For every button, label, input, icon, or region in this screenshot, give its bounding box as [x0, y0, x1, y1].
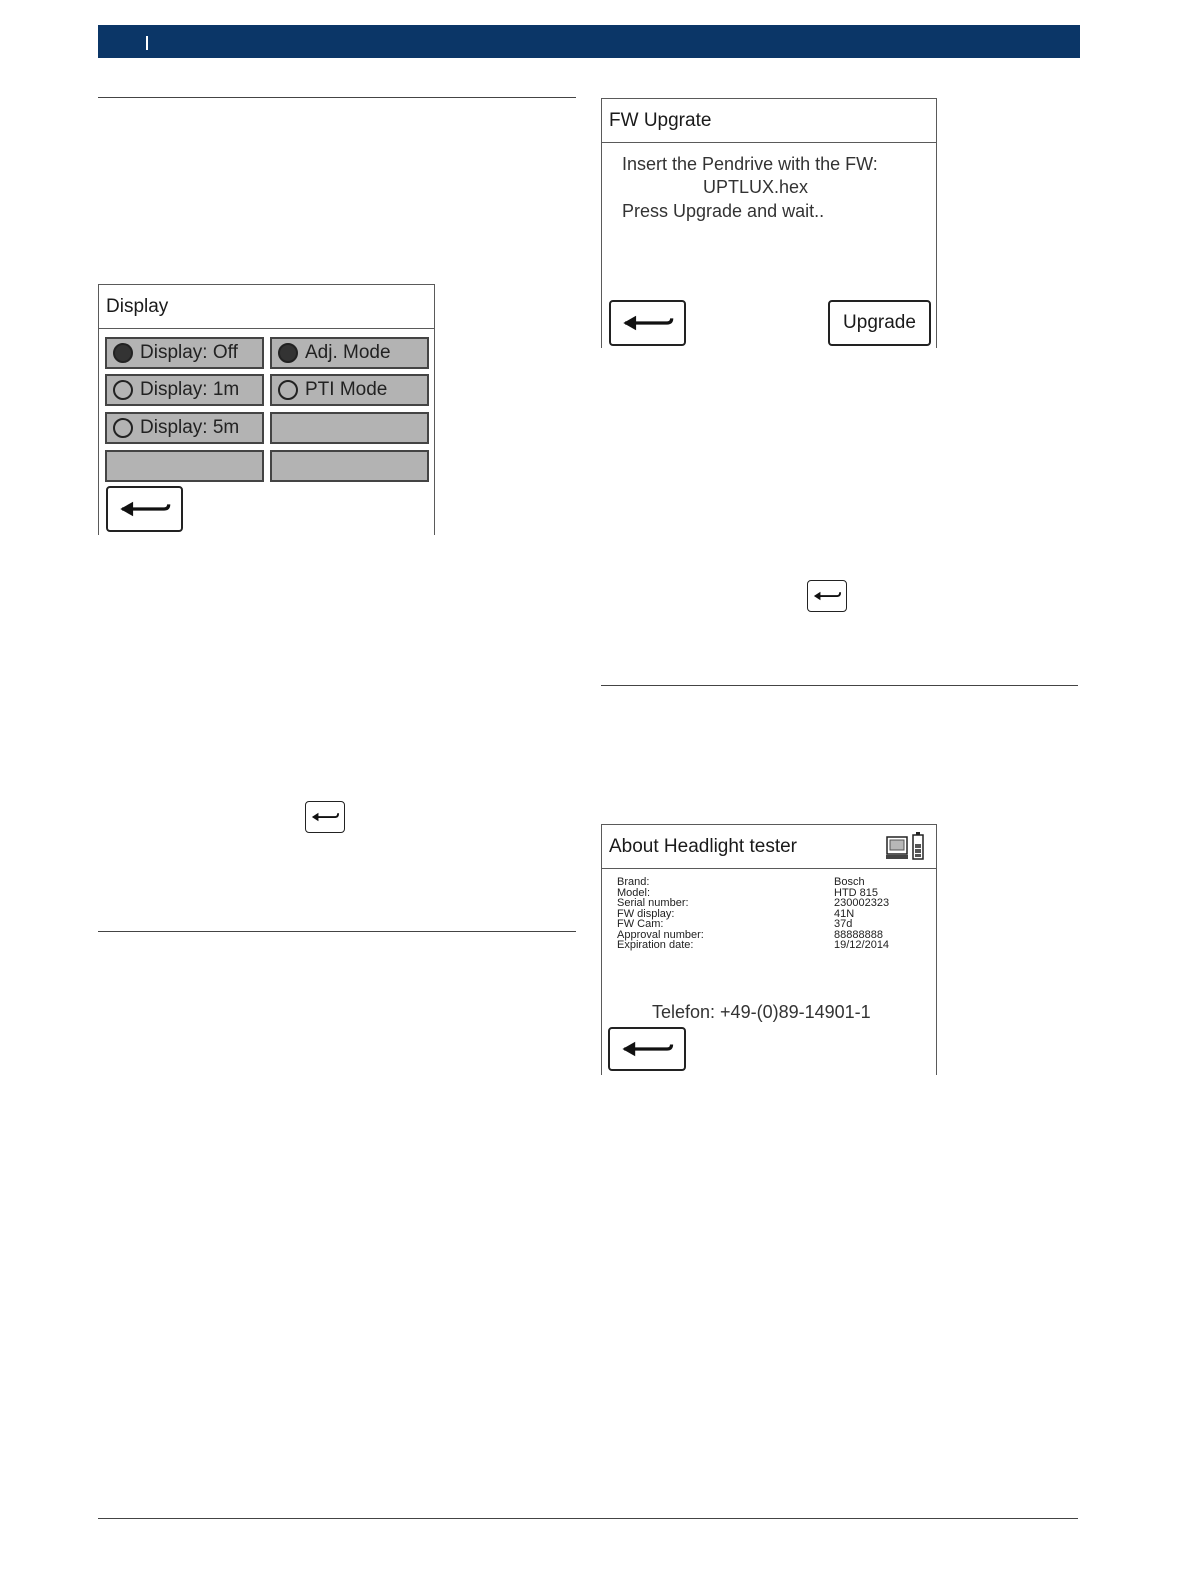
back-key-icon: [807, 580, 847, 612]
pc-connection-icon: [886, 836, 908, 860]
display-1m-option[interactable]: Display: 1m: [105, 374, 264, 406]
display-off-option[interactable]: Display: Off: [105, 337, 264, 369]
info-labels: [617, 877, 704, 951]
radio-empty-icon: [278, 380, 298, 400]
fw-display-label: FW display:: [617, 907, 675, 920]
back-arrow-icon: [108, 488, 181, 530]
fw-instruction-text: Insert the Pendrive with the FW:: [622, 154, 878, 174]
back-arrow-icon: [306, 802, 344, 832]
header-separator: [146, 36, 148, 50]
model-value: HTD 815: [834, 886, 879, 899]
fw-display-value: 41N: [834, 907, 855, 920]
back-arrow-icon: [611, 302, 684, 344]
back-arrow-icon: [808, 581, 846, 611]
back-button[interactable]: [106, 486, 183, 532]
empty-option: [105, 450, 264, 482]
display-5m-option[interactable]: Display: 5m: [105, 412, 264, 444]
screen-title: About Headlight tester: [602, 825, 936, 869]
approval-label: Approval number:: [617, 928, 704, 941]
approval-value: 88888888: [834, 928, 883, 941]
fw-upgrade-screen: [601, 98, 937, 348]
battery-icon: [912, 832, 924, 860]
back-button[interactable]: [608, 1027, 686, 1071]
screen-title: FW Upgrate: [602, 99, 936, 143]
section-rule: [601, 685, 1078, 686]
section-rule: [98, 97, 576, 98]
adj-mode-option[interactable]: Adj. Mode: [270, 337, 429, 369]
radio-selected-icon: [113, 343, 133, 363]
brand-value: Bosch: [834, 876, 865, 888]
fw-wait-text: Press Upgrade and wait..: [622, 201, 825, 221]
serial-value: 230002323: [834, 897, 890, 909]
phone-number: Telefon: +49-(0)89-14901-1: [652, 1002, 871, 1022]
upgrade-button[interactable]: Upgrade: [828, 300, 931, 346]
brand-label: Brand:: [617, 876, 650, 888]
page-header-bar: [98, 25, 1080, 58]
expiration-label: Expiration date:: [617, 939, 694, 951]
expiration-value: 19/12/2014: [834, 939, 890, 951]
empty-option: [270, 412, 429, 444]
fw-cam-value: 37d: [834, 918, 853, 930]
serial-label: Serial number:: [617, 897, 689, 909]
section-rule: [98, 931, 576, 932]
back-arrow-icon: [610, 1029, 684, 1069]
footer-rule: [98, 1518, 1078, 1519]
screen-title: Display: [99, 285, 434, 329]
back-key-icon: [305, 801, 345, 833]
pti-mode-option[interactable]: PTI Mode: [270, 374, 429, 406]
radio-empty-icon: [113, 418, 133, 438]
back-button[interactable]: [609, 300, 686, 346]
model-label: Model:: [617, 886, 651, 899]
info-values: [834, 877, 889, 951]
fw-cam-label: FW Cam:: [617, 918, 664, 930]
radio-selected-icon: [278, 343, 298, 363]
display-screen: [98, 284, 435, 535]
fw-filename: UPTLUX.hex: [703, 177, 809, 197]
radio-empty-icon: [113, 380, 133, 400]
empty-option: [270, 450, 429, 482]
about-screen: [601, 824, 937, 1075]
